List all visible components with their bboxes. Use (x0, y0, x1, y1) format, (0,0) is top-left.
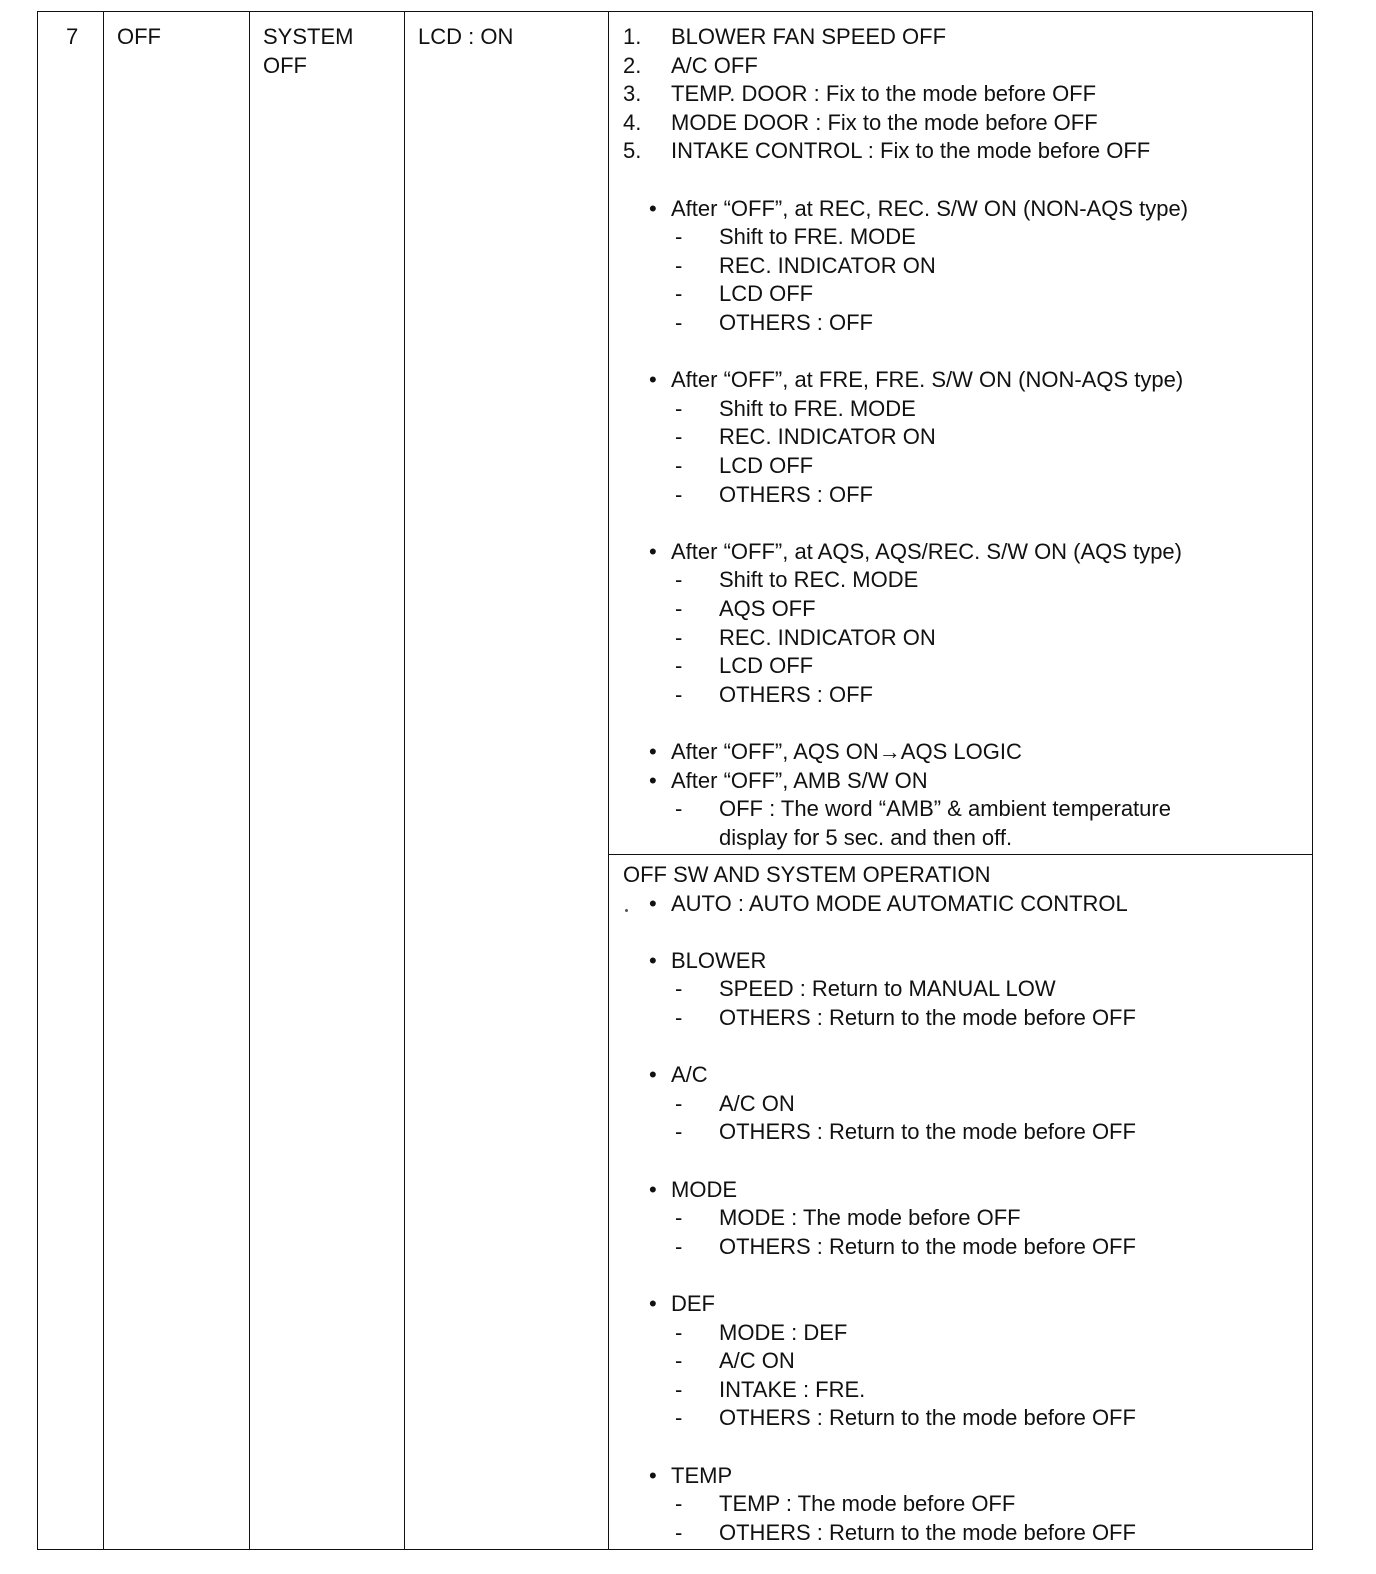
sub-list-item: MODE : DEF (719, 1319, 848, 1345)
sub-list-item: OTHERS : Return to the mode before OFF (719, 1005, 1136, 1030)
bullet-item: AUTO : AUTO MODE AUTOMATIC CONTROL (671, 890, 1128, 916)
dash-icon: - (675, 481, 683, 507)
column-divider (404, 12, 405, 1549)
dash-icon: - (675, 252, 683, 278)
sub-list-item: OTHERS : Return to the mode before OFF (719, 1119, 1136, 1145)
sub-list-item: REC. INDICATOR ON (719, 252, 936, 278)
bullet-item: After “OFF”, AMB S/W ON (671, 767, 928, 793)
display-cell: LCD : ON (418, 24, 514, 49)
dash-icon: - (675, 310, 683, 335)
sub-list-item: LCD OFF (719, 453, 814, 478)
row-divider (608, 854, 1312, 855)
column-divider (249, 12, 250, 1549)
dash-icon: - (675, 1005, 683, 1030)
bullet-item: TEMP (671, 1462, 733, 1488)
sub-list-item: AQS OFF (719, 596, 816, 621)
bullet-icon: • (649, 890, 657, 916)
list-number: 4. (623, 109, 642, 135)
sub-list-item: OTHERS : OFF (719, 481, 873, 507)
sub-list-item-continuation: display for 5 sec. and then off. (719, 824, 1013, 850)
sub-list-item: OFF : The word “AMB” & ambient temperature (719, 796, 1171, 822)
sub-list-item: LCD OFF (719, 653, 814, 679)
list-number: 2. (623, 52, 642, 78)
sub-list-item: OTHERS : Return to the mode before OFF (719, 1233, 1136, 1259)
sub-list-item: REC. INDICATOR ON (719, 624, 936, 650)
section-heading: OFF SW AND SYSTEM OPERATION (623, 862, 991, 887)
dash-icon: - (675, 681, 683, 707)
bullet-icon: • (649, 767, 657, 793)
sub-list-item: LCD OFF (719, 281, 814, 307)
list-number: 1. (623, 24, 642, 49)
operation-table (37, 11, 1313, 1550)
bullet-icon: • (649, 1176, 657, 1202)
bullet-item: A/C (671, 1062, 708, 1088)
mode-cell-line-1: SYSTEM (263, 24, 354, 49)
dash-icon: - (675, 653, 683, 679)
dash-icon: - (675, 1376, 683, 1402)
list-number: 3. (623, 81, 642, 107)
bullet-item: MODE (671, 1176, 737, 1202)
bullet-icon: • (649, 739, 657, 764)
dash-icon: - (675, 1319, 683, 1345)
bullet-item: BLOWER (671, 947, 767, 973)
dash-icon: - (675, 424, 683, 450)
switch-cell: OFF (117, 24, 161, 49)
bullet-icon: • (649, 195, 657, 221)
bullet-item: After “OFF”, at REC, REC. S/W ON (NON-AQS type) (671, 195, 1189, 221)
sub-list-item: OTHERS : OFF (719, 681, 873, 707)
bullet-icon: • (649, 1291, 657, 1316)
sub-list-item: INTAKE : FRE. (719, 1376, 866, 1402)
sub-list-item: REC. INDICATOR ON (719, 424, 936, 450)
bullet-item: After “OFF”, AQS ON→AQS LOGIC (671, 739, 1022, 764)
dash-icon: - (675, 224, 683, 250)
sub-list-item: Shift to FRE. MODE (719, 395, 916, 421)
bullet-icon: • (649, 367, 657, 393)
sub-list-item: A/C ON (719, 1348, 795, 1374)
column-divider (608, 12, 609, 1549)
sub-list-item: TEMP : The mode before OFF (719, 1491, 1016, 1517)
bullet-item: After “OFF”, at AQS, AQS/REC. S/W ON (AQS type) (671, 538, 1182, 564)
list-number: 5. (623, 138, 642, 164)
sub-list-item: A/C ON (719, 1090, 795, 1116)
bullet-icon: • (649, 538, 657, 564)
numbered-list-item: A/C OFF (671, 52, 758, 78)
sub-list-item: Shift to REC. MODE (719, 567, 919, 593)
dash-icon: - (675, 1405, 683, 1431)
sub-list-item: SPEED : Return to MANUAL LOW (719, 976, 1056, 1002)
bullet-icon: • (649, 1062, 657, 1088)
column-divider (103, 12, 104, 1549)
dash-icon: - (675, 453, 683, 478)
dash-icon: - (675, 796, 683, 822)
dash-icon: - (675, 281, 683, 307)
dash-icon: - (675, 567, 683, 593)
bullet-icon: • (649, 947, 657, 973)
bullet-item: After “OFF”, at FRE, FRE. S/W ON (NON-AQS type) (671, 367, 1184, 393)
sub-list-item: MODE : The mode before OFF (719, 1205, 1021, 1231)
dash-icon: - (675, 1119, 683, 1145)
dash-icon: - (675, 1491, 683, 1517)
numbered-list-item: TEMP. DOOR : Fix to the mode before OFF (671, 81, 1097, 107)
mode-cell-line-2: OFF (263, 53, 307, 78)
dash-icon: - (675, 395, 683, 421)
numbered-list-item: MODE DOOR : Fix to the mode before OFF (671, 109, 1098, 135)
numbered-list-item: BLOWER FAN SPEED OFF (671, 24, 947, 49)
dash-icon: - (675, 596, 683, 621)
dash-icon: - (675, 1090, 683, 1116)
bullet-item: DEF (671, 1291, 715, 1316)
sub-list-item: OTHERS : OFF (719, 310, 873, 335)
bullet-icon: • (649, 1462, 657, 1488)
dash-icon: - (675, 976, 683, 1002)
stray-mark-icon (625, 909, 628, 912)
numbered-list-item: INTAKE CONTROL : Fix to the mode before OFF (671, 138, 1151, 164)
dash-icon: - (675, 1519, 683, 1545)
dash-icon: - (675, 1205, 683, 1231)
row-number: 7 (66, 24, 79, 49)
dash-icon: - (675, 1233, 683, 1259)
sub-list-item: Shift to FRE. MODE (719, 224, 916, 250)
sub-list-item: OTHERS : Return to the mode before OFF (719, 1519, 1136, 1545)
dash-icon: - (675, 624, 683, 650)
dash-icon: - (675, 1348, 683, 1374)
sub-list-item: OTHERS : Return to the mode before OFF (719, 1405, 1136, 1431)
